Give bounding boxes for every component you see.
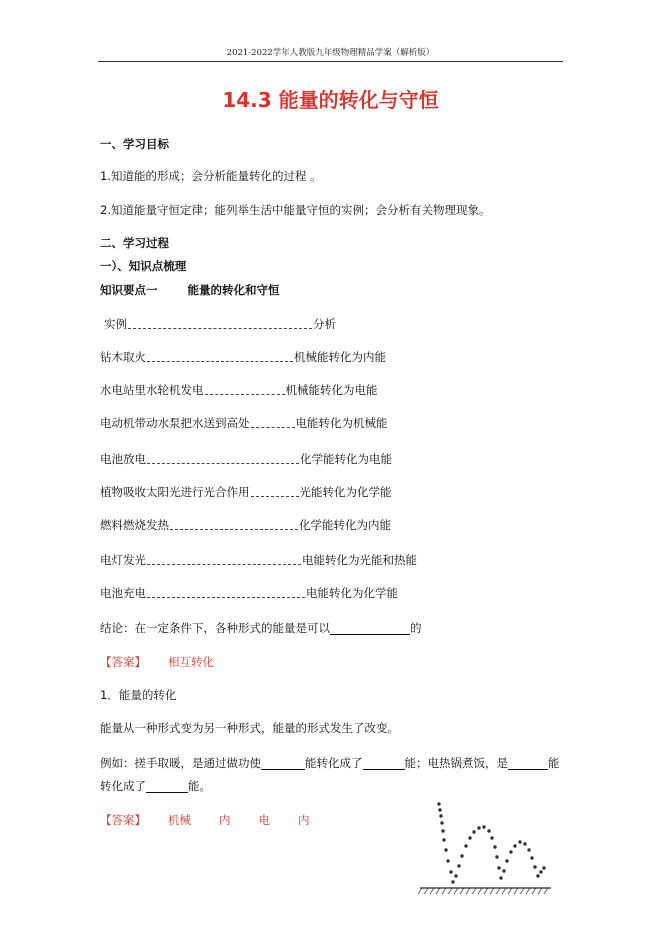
- leader-line: [147, 590, 305, 598]
- conclusion-end: 的: [410, 621, 422, 635]
- leader-line: [251, 489, 299, 497]
- answer-blank: [261, 757, 305, 770]
- example-analysis: 化学能转化为电能: [300, 452, 392, 466]
- example-name: 水电站里水轮机发电: [100, 383, 204, 397]
- answer-line-2: [100, 813, 310, 827]
- answer-label: 【答案】: [100, 655, 146, 669]
- example-analysis: 化学能转化为内能: [299, 518, 391, 532]
- subsection-heading: 一）、知识点梳理: [100, 259, 187, 273]
- question-text: 能。: [188, 779, 211, 793]
- leader-line: [147, 557, 301, 565]
- example-question-line-1: [100, 756, 560, 770]
- answer-line-1: [100, 655, 214, 669]
- section-heading-process: 二、学习过程: [100, 236, 169, 250]
- lesson-title: 14.3 能量的转化与守恒: [222, 88, 439, 112]
- answer-blank: [146, 780, 188, 793]
- leader-line: [128, 321, 312, 329]
- example-name: 电池充电: [100, 586, 146, 600]
- example-analysis: 机械能转化为内能: [294, 350, 386, 364]
- example-analysis: 电能转化为机械能: [295, 416, 388, 430]
- leader-line: [170, 522, 298, 530]
- leader-line: [251, 420, 295, 428]
- bouncing-ball-figure: [418, 796, 553, 901]
- knowledge-point-line: [100, 283, 280, 297]
- knowledge-point-label: 知识要点一: [100, 283, 158, 297]
- example-row: [100, 416, 388, 430]
- example-name: 电池放电: [100, 452, 146, 466]
- ground-hatching: [418, 888, 548, 894]
- conclusion: [100, 621, 422, 635]
- example-name: 燃料燃烧发热: [100, 518, 169, 532]
- example-analysis: 电能转化为光能和热能: [302, 553, 417, 567]
- answer-word: 内: [219, 813, 231, 827]
- example-analysis: 光能转化为化学能: [299, 485, 392, 499]
- example-row: [100, 518, 391, 532]
- example-row: [100, 485, 392, 499]
- example-name: 电动机带动水泵把水送到高处: [100, 416, 250, 430]
- table-head-analysis: 分析: [313, 317, 336, 331]
- question-text: 能: [548, 756, 560, 770]
- example-row: [100, 452, 392, 466]
- example-row: [100, 586, 398, 600]
- knowledge-point-title: 能量的转化和守恒: [187, 283, 280, 297]
- leader-line: [205, 387, 285, 395]
- answer-label: 【答案】: [100, 813, 146, 827]
- leader-line: [147, 354, 293, 362]
- answer-blank: [330, 622, 410, 635]
- example-row: [100, 383, 378, 397]
- page-header: 2021-2022学年人教版九年级物理精品学案（解析版）: [226, 48, 435, 58]
- example-analysis: 机械能转化为电能: [285, 383, 378, 397]
- example-row: [100, 553, 417, 567]
- answer-word: 机械: [168, 813, 191, 827]
- item-1-heading: 1．能量的转化: [100, 688, 177, 702]
- section-heading-goals: 一、学习目标: [100, 137, 169, 151]
- question-text: 例如：搓手取暖，是通过做功使: [100, 756, 261, 770]
- header-divider: [98, 61, 563, 62]
- question-text: 能；电热锅煮饭，是: [404, 756, 508, 770]
- example-name: 电灯发光: [100, 553, 146, 567]
- question-text: 能转化成了: [305, 756, 363, 770]
- question-text: 转化成了: [100, 779, 146, 793]
- table-head-example: 实例: [104, 317, 127, 331]
- example-question-line-2: [100, 779, 211, 793]
- answer-text: 相互转化: [168, 655, 214, 669]
- item-1-text: 能量从一种形式变为另一种形式，能量的形式发生了改变。: [100, 721, 399, 735]
- goal-1: 1.知道能的形成；会分析能量转化的过程 。: [100, 169, 322, 183]
- answer-blank: [508, 757, 548, 770]
- example-row: [100, 350, 386, 364]
- bounce-dots: [437, 802, 545, 883]
- table-head-row: [104, 317, 336, 331]
- example-name: 钻木取火: [100, 350, 146, 364]
- leader-line: [147, 456, 299, 464]
- answer-word: 内: [298, 813, 310, 827]
- example-analysis: 电能转化为化学能: [306, 586, 398, 600]
- answer-word: 电: [258, 813, 270, 827]
- answer-blank: [363, 757, 405, 770]
- example-name: 植物吸收太阳光进行光合作用: [100, 485, 250, 499]
- conclusion-text: 结论：在一定条件下，各种形式的能量是可以: [100, 621, 330, 635]
- goal-2: 2.知道能量守恒定律；能列举生活中能量守恒的实例；会分析有关物理现象。: [100, 203, 491, 217]
